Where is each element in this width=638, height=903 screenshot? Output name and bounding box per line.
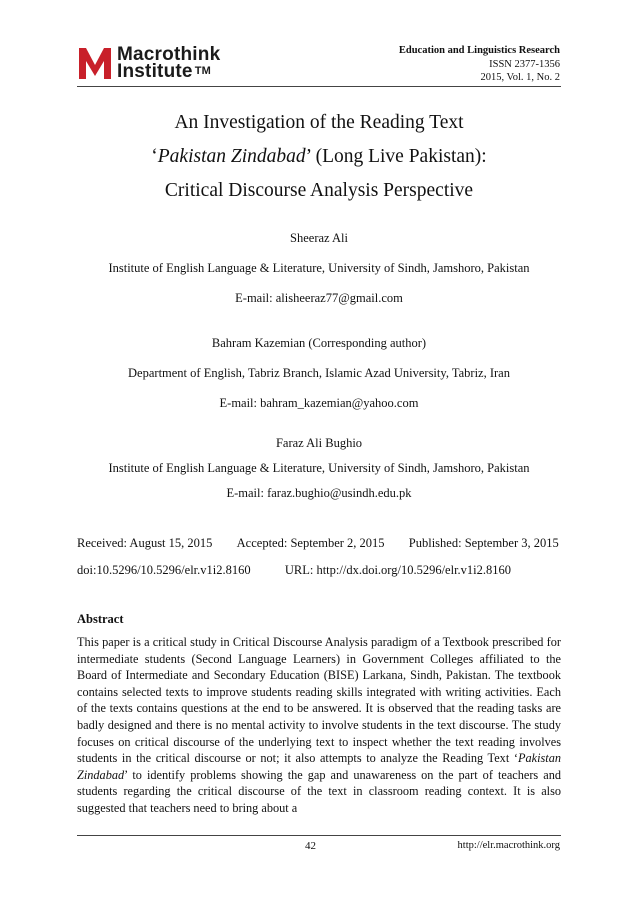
- page-number: 42: [305, 840, 316, 852]
- title-line2: ‘Pakistan Zindabad’ (Long Live Pakistan):: [151, 146, 487, 167]
- logo-line2: Institute: [117, 61, 193, 82]
- abstract-body: This paper is a critical study in Critical Discourse Analysis paradigm of a Textbook prescribed for intermediate students (Second Language Learners) in Government Colleges affiliated to the Board of Intermediate and Secondary Education (BISE) Larkana, Sindh, Pakistan. The textbook contains selected texts to improve students reading skills integrated with writing activities. Each of the texts contains questions at the end to be answered. It is observed that the reading tasks are badly designed and there is no mental activity to involve students in the text discourse. The study focuses on critical discourse of the underlying text to inspect whether the text reading involves students in the critical discourse or not; it also attempts to analyze the Reading Text ‘Pakistan Zindabad’ to identify problems showing the gap and unawareness on the part of teachers and students regarding the critical discourse of the text in classroom reading context. It is also suggested that teachers need to bring about a: [77, 635, 561, 815]
- author-name: Sheeraz Ali: [290, 231, 348, 245]
- author-email[interactable]: E-mail: faraz.bughio@usindh.edu.pk: [226, 486, 412, 500]
- publication-dates: [77, 536, 559, 551]
- macrothink-m-icon: [77, 45, 113, 81]
- published-date: Published: September 3, 2015: [408, 536, 559, 550]
- footer-url[interactable]: http://elr.macrothink.org: [457, 840, 560, 851]
- journal-name: Education and Linguistics Research: [398, 45, 560, 56]
- abstract-italic: Pakistan Zindabad: [77, 751, 561, 782]
- author-name: Bahram Kazemian (Corresponding author): [211, 336, 427, 350]
- title-italic: Pakistan Zindabad: [157, 146, 306, 167]
- journal-volume: 2015, Vol. 1, No. 2: [480, 72, 560, 83]
- logo-tm: TM: [194, 65, 211, 77]
- doi: doi:10.5296/10.5296/elr.v1i2.8160: [77, 563, 251, 577]
- logo-line1: Macrothink: [117, 44, 221, 65]
- author-affiliation: Institute of English Language & Literature, University of Sindh, Jamshoro, Pakistan: [108, 261, 530, 275]
- doi-line: [77, 563, 511, 578]
- author-affiliation: Department of English, Tabriz Branch, Islamic Azad University, Tabriz, Iran: [128, 366, 510, 380]
- journal-issn: ISSN 2377-1356: [489, 58, 560, 70]
- title-line3: Critical Discourse Analysis Perspective: [164, 180, 474, 201]
- accepted-date: Accepted: September 2, 2015: [236, 536, 385, 550]
- abstract-heading: Abstract: [77, 612, 124, 626]
- doi-url[interactable]: URL: http://dx.doi.org/10.5296/elr.v1i2.8160: [284, 563, 512, 577]
- header-rule: [77, 86, 561, 87]
- author-name: Faraz Ali Bughio: [275, 436, 363, 450]
- macrothink-logo: [77, 44, 220, 82]
- author-email[interactable]: E-mail: bahram_kazemian@yahoo.com: [219, 396, 419, 410]
- journal-info: [399, 44, 560, 85]
- paper-title: [60, 106, 578, 208]
- title-line1: An Investigation of the Reading Text: [174, 112, 464, 133]
- received-date: Received: August 15, 2015: [77, 536, 213, 550]
- author-affiliation: Institute of English Language & Literature, University of Sindh, Jamshoro, Pakistan: [108, 461, 530, 475]
- author-email[interactable]: E-mail: alisheeraz77@gmail.com: [235, 291, 403, 305]
- footer-rule: [77, 835, 561, 836]
